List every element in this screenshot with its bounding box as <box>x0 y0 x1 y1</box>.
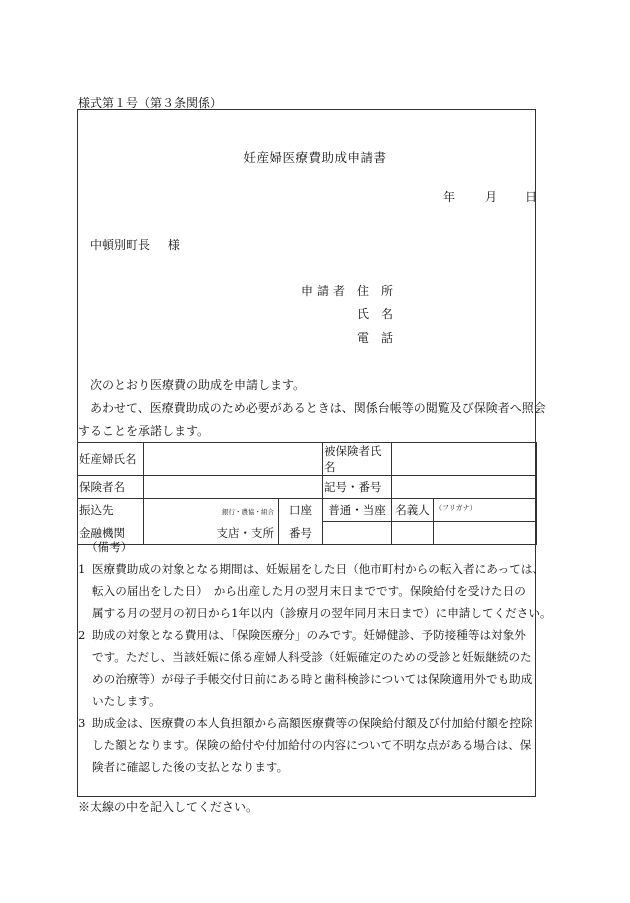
applicant-label: 申請者 <box>301 284 350 298</box>
form-number-label: 様式第１号（第３条関係） <box>78 96 223 110</box>
request-text-line2: あわせて、医療費助成のため必要があるときは、関係台帳等の閲覧及び保険者へ照会 <box>90 401 546 415</box>
symbol-number-field[interactable] <box>392 476 537 499</box>
table-row <box>78 499 537 522</box>
account-holder-label: 名義人 <box>392 499 434 522</box>
note-item-2 <box>78 624 532 712</box>
note-line: 険者に確認した後の支払となります。 <box>92 760 289 774</box>
addressee-name: 中頓別町長 <box>90 238 151 252</box>
form-title: 妊産婦医療費助成申請書 <box>243 150 387 165</box>
note-line: めの治療等）が母子手帳交付日前にある時と歯科検診については保険適用外でも助成 <box>92 672 533 686</box>
table-row <box>78 522 537 545</box>
date-day-label: 日 <box>525 190 538 204</box>
mother-name-label: 妊産婦氏名 <box>78 443 144 476</box>
insured-name-field[interactable] <box>392 443 537 476</box>
insured-name-label: 被保険者氏名 <box>323 443 392 476</box>
note-item-3 <box>78 712 533 778</box>
branch-label: 支店・支所 <box>216 525 274 540</box>
note-number: 3 <box>78 716 86 730</box>
info-table <box>77 442 537 545</box>
bank-types-label: 銀行・農協・組合 <box>222 508 274 517</box>
transfer-to-label: 振込先 <box>78 499 144 522</box>
note-line: 属する月の翌月の初日から1年以内（診療月の翌年同月末日まで）に申請してください。 <box>92 606 552 620</box>
request-text-line1: 次のとおり医療費の助成を申請します。 <box>90 378 306 392</box>
note-line: した額となります。保険の給付や付加給付の内容について不明な点がある場合は、保 <box>92 738 532 752</box>
date-year-label: 年 <box>443 190 456 204</box>
account-holder-field[interactable] <box>434 522 537 545</box>
date-month-label: 月 <box>485 190 498 204</box>
note-line: いたします。 <box>92 694 161 708</box>
table-row <box>78 476 537 499</box>
note-number: 1 <box>78 562 86 576</box>
account-number-field[interactable] <box>323 522 392 545</box>
request-text-line3: することを承諾します。 <box>78 424 210 438</box>
note-line: 助成の対象となる費用は、「保険医療分」のみです。妊婦健診、予防接種等は対象外 <box>92 628 526 642</box>
note-line: です。ただし、当該妊娠に係る産婦人科受診（妊娠確定のための受診と妊娠継続のた <box>92 650 532 664</box>
insurer-name-field[interactable] <box>144 476 323 499</box>
applicant-address-label: 住 所 <box>357 284 394 298</box>
financial-institution-label: 金融機関 <box>78 522 144 545</box>
mother-name-field[interactable] <box>144 443 323 476</box>
account-label: 口座 <box>279 499 323 522</box>
branch-field[interactable] <box>144 522 279 545</box>
addressee-suffix: 様 <box>167 238 180 252</box>
furigana-label: （フリガナ） <box>435 504 477 512</box>
addressee <box>90 236 180 253</box>
notes-section <box>78 536 132 558</box>
note-line: 医療費助成の対象となる期間は、妊娠届をした日（他市町村からの転入者にあっては、 <box>92 562 545 576</box>
bank-types-field[interactable] <box>144 499 279 522</box>
table-row <box>78 443 537 476</box>
furigana-field[interactable] <box>434 499 537 522</box>
account-type-field[interactable]: 普通・当座 <box>323 499 392 522</box>
note-line: 助成金は、医療費の本人負担額から高額医療費等の保険給付額及び付加給付額を控除 <box>92 716 533 730</box>
note-number: 2 <box>78 628 86 642</box>
note-item-1 <box>78 558 552 624</box>
applicant-phone-label: 電 話 <box>357 331 394 345</box>
note-line: 転入の届出をした日） から出産した月の翌月末日までです。保険給付を受けた日の <box>92 584 526 598</box>
symbol-number-label: 記号・番号 <box>323 476 392 499</box>
insurer-name-label: 保険者名 <box>78 476 144 499</box>
applicant-name-label: 氏 名 <box>357 307 394 321</box>
notes-header: （備考） <box>86 540 133 554</box>
holder-blank-cell <box>392 522 434 545</box>
number-label: 番号 <box>279 522 323 545</box>
bottom-instruction: ※太線の中を記入してください。 <box>78 800 259 814</box>
